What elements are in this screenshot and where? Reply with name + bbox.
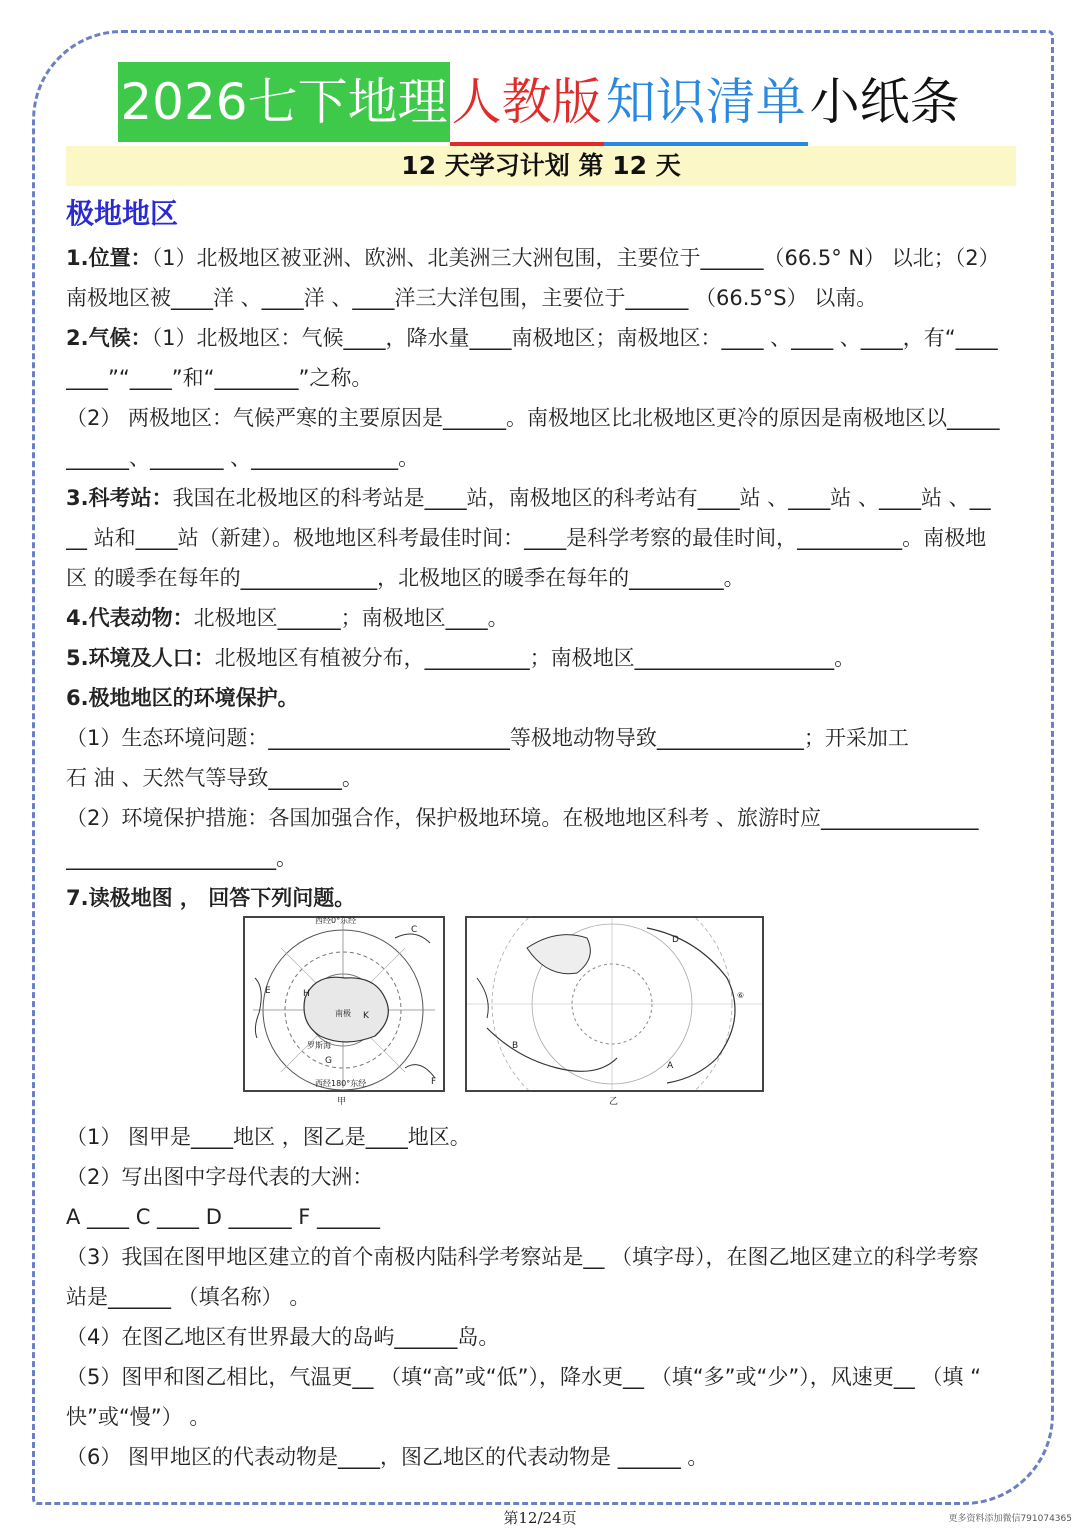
title-part-4: 小纸条 xyxy=(809,73,960,131)
svg-text:C: C xyxy=(411,925,418,935)
section-heading: 极地地区 xyxy=(66,197,179,230)
line-text: 区 的暖季在每年的_____________，北极地区的暖季在每年的_________。 xyxy=(66,566,745,590)
page-title xyxy=(0,62,1080,146)
content-line xyxy=(66,798,1016,838)
svg-text:⑥: ⑥ xyxy=(737,991,745,1000)
content-line xyxy=(66,878,1016,918)
content-line xyxy=(66,718,1016,758)
line-text: 我国在北极地区的科考站是____站，南极地区的科考站有____站 、____站 、____站 、__ xyxy=(172,486,991,510)
content-line xyxy=(66,558,1016,598)
question-line: （1） 图甲是____地区 ，图乙是____地区。 xyxy=(66,1125,471,1149)
title-part-3: 知识清单 xyxy=(604,62,808,146)
content-line xyxy=(66,758,1016,798)
svg-text:D: D xyxy=(672,935,679,945)
line-heading: 1.位置： xyxy=(66,246,152,270)
map-jia xyxy=(243,916,445,1107)
line-heading: 6.极地地区的环境保护。 xyxy=(66,686,299,710)
map-yi xyxy=(465,916,764,1107)
line-text: ____”“____”和“________”之称。 xyxy=(66,366,373,390)
watermark: 更多资料添加微信791074365 xyxy=(948,1514,1072,1524)
content-line xyxy=(66,358,1016,398)
title-part-1: 2026七下地理 xyxy=(118,62,449,142)
line-text: （1）北极地区：气候____，降水量____南极地区；南极地区：____ 、____ 、____，有“____ xyxy=(151,326,998,350)
line-heading: 7.读极地图 ， 回答下列问题。 xyxy=(66,886,356,910)
question-line: 快”或“慢”） 。 xyxy=(66,1405,211,1429)
line-text: （1）生态环境问题：_______________________等极地动物导致______________；开采加工 xyxy=(66,726,909,750)
line-text: ______、_______ 、______________。 xyxy=(66,446,420,470)
question-line: （6） 图甲地区的代表动物是____，图乙地区的代表动物是 ______ 。 xyxy=(66,1445,709,1469)
content-line xyxy=(66,398,1016,438)
line-text: 北极地区有植被分布，__________；南极地区___________________。 xyxy=(214,646,856,670)
line-text: （1）北极地区被亚洲、欧洲、北美洲三大洲包围，主要位于______（66.5° N） 以北；（2） xyxy=(151,246,1000,270)
content-line xyxy=(66,318,1016,358)
map-jia-drawing xyxy=(245,918,443,1090)
svg-text:H: H xyxy=(303,989,310,999)
line-heading: 4.代表动物： xyxy=(66,606,194,630)
question-line: 站是______ （填名称） 。 xyxy=(66,1285,311,1309)
question-line: （3）我国在图甲地区建立的首个南极内陆科学考察站是__ （填字母），在图乙地区建立的科学考察 xyxy=(66,1245,979,1269)
content-line xyxy=(66,478,1016,518)
study-plan-banner: 12 天学习计划 第 12 天 xyxy=(66,146,1016,186)
map-jia-top-label: 西经0°东经 xyxy=(315,916,357,925)
line-text: 石 油 、天然气等导致_______。 xyxy=(66,766,363,790)
line-text: 南极地区被____洋 、____洋 、____洋三大洋包围，主要位于______ （66.5°S） 以南。 xyxy=(66,286,878,310)
content-line xyxy=(66,438,1016,478)
question-line: （5）图甲和图乙相比，气温更__ （填“高”或“低”），降水更__ （填“多”或“少”），风速更__ （填 “ xyxy=(66,1365,981,1389)
line-heading: 2.气候： xyxy=(66,326,152,350)
svg-text:K: K xyxy=(363,1011,369,1021)
content-line xyxy=(66,838,1016,878)
line-text: 北极地区______；南极地区____。 xyxy=(193,606,509,630)
svg-text:罗斯海: 罗斯海 xyxy=(307,1041,331,1050)
line-text: （2）环境保护措施：各国加强合作，保护极地环境。在极地地区科考 、旅游时应_______________ xyxy=(66,806,979,830)
content-line xyxy=(66,238,1016,278)
line-text: （2） 两极地区：气候严寒的主要原因是______。南极地区比北极地区更冷的原因是南极地区以_____ xyxy=(66,406,1000,430)
page-number: 第12/24页 xyxy=(503,1509,577,1527)
map-yi-caption: 乙 xyxy=(609,1097,619,1107)
content-line xyxy=(66,638,1016,678)
content-line xyxy=(66,678,1016,718)
line-heading: 5.环境及人口： xyxy=(66,646,215,670)
svg-text:F: F xyxy=(431,1077,437,1087)
line-heading: 3.科考站： xyxy=(66,486,173,510)
map-jia-caption: 甲 xyxy=(337,1097,347,1107)
svg-text:G: G xyxy=(325,1056,332,1066)
title-part-2: 人教版 xyxy=(450,62,604,146)
question-line: （2）写出图中字母代表的大洲： xyxy=(66,1165,374,1189)
content-line xyxy=(66,598,1016,638)
content-line xyxy=(66,518,1016,558)
svg-text:A: A xyxy=(667,1061,674,1071)
svg-text:南极: 南极 xyxy=(335,1009,351,1018)
map-jia-bottom-label: 西经180°东经 xyxy=(315,1079,367,1088)
question-line: （4）在图乙地区有世界最大的岛屿______岛。 xyxy=(66,1325,500,1349)
line-text: ____________________。 xyxy=(66,846,297,870)
svg-text:B: B xyxy=(512,1041,519,1051)
line-text: __ 站和____站（新建）。极地地区科考最佳时间：____是科学考察的最佳时间，__________。南极地 xyxy=(66,526,987,550)
question-line: A ____ C ____ D ______ F ______ xyxy=(66,1205,381,1229)
content-line xyxy=(66,278,1016,318)
svg-text:E: E xyxy=(265,986,271,996)
map-yi-drawing xyxy=(467,918,762,1090)
